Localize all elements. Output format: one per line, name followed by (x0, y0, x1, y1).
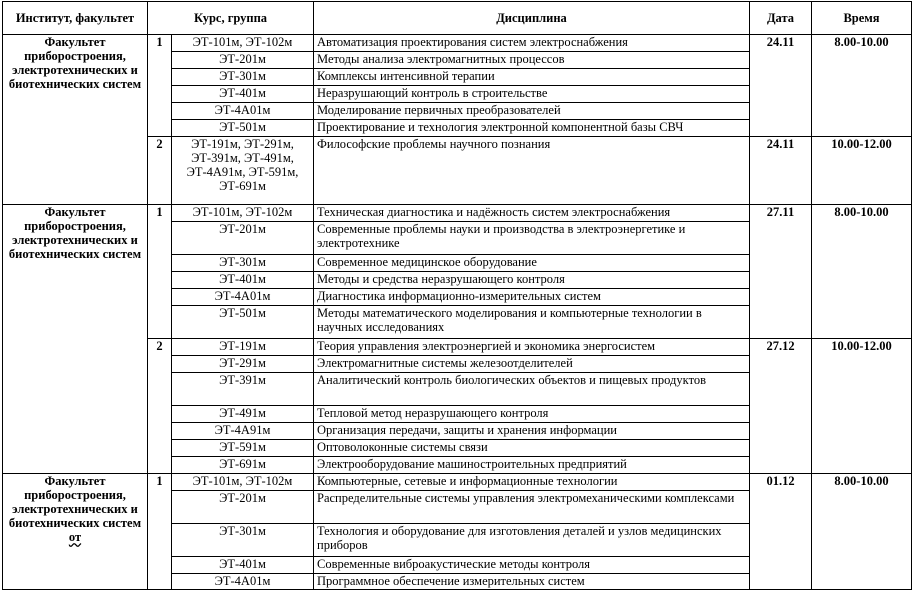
discipline-cell: Техническая диагностика и надёжность систем электроснабжения (314, 205, 750, 222)
course-number: 1 (148, 474, 172, 590)
header-date: Дата (750, 2, 812, 35)
group-cell: ЭТ-191м, ЭТ-291м, ЭТ-391м, ЭТ-491м, ЭТ-4А91м, ЭТ-591м, ЭТ-691м (172, 137, 314, 205)
discipline-cell: Тепловой метод неразрушающего контроля (314, 406, 750, 423)
group-cell: ЭТ-201м (172, 491, 314, 524)
time-cell: 8.00-10.00 (812, 205, 912, 339)
header-institute: Институт, факультет (3, 2, 148, 35)
group-cell: ЭТ-401м (172, 272, 314, 289)
group-cell: ЭТ-591м (172, 440, 314, 457)
time-cell: 10.00-12.00 (812, 339, 912, 474)
group-cell: ЭТ-4А01м (172, 103, 314, 120)
group-cell: ЭТ-201м (172, 52, 314, 69)
discipline-cell: Автоматизация проектирования систем электроснабжения (314, 35, 750, 52)
course-number: 1 (148, 205, 172, 339)
discipline-cell: Электрооборудование машиностроительных предприятий (314, 457, 750, 474)
institute-cell: Факультет приборостроения, электротехнических и биотехнических систем (3, 35, 148, 205)
institute-cell (3, 474, 148, 590)
discipline-cell: Теория управления электроэнергией и экономика энергосистем (314, 339, 750, 356)
group-cell: ЭТ-301м (172, 69, 314, 86)
schedule-table (2, 1, 912, 590)
header-discipline: Дисциплина (314, 2, 750, 35)
group-cell: ЭТ-101м, ЭТ-102м (172, 35, 314, 52)
discipline-cell: Электромагнитные системы железоотделителей (314, 356, 750, 373)
group-cell: ЭТ-501м (172, 120, 314, 137)
group-cell: ЭТ-101м, ЭТ-102м (172, 205, 314, 222)
date-cell: 27.12 (750, 339, 812, 474)
group-cell: ЭТ-101м, ЭТ-102м (172, 474, 314, 491)
time-cell: 8.00-10.00 (812, 474, 912, 590)
time-cell: 10.00-12.00 (812, 137, 912, 205)
table-row (3, 474, 912, 491)
institute-cell: Факультет приборостроения, электротехнических и биотехнических систем (3, 205, 148, 474)
discipline-cell: Современное медицинское оборудование (314, 255, 750, 272)
course-number: 2 (148, 339, 172, 474)
discipline-cell: Технология и оборудование для изготовления деталей и узлов медицинских приборов (314, 524, 750, 557)
discipline-cell: Методы математического моделирования и компьютерные технологии в научных исследованиях (314, 306, 750, 339)
group-cell: ЭТ-401м (172, 86, 314, 103)
table-row (3, 205, 912, 222)
discipline-cell: Комплексы интенсивной терапии (314, 69, 750, 86)
discipline-cell: Современные проблемы науки и производства в электроэнергетике и электротехнике (314, 222, 750, 255)
discipline-cell: Проектирование и технология электронной компонентной базы СВЧ (314, 120, 750, 137)
group-cell: ЭТ-691м (172, 457, 314, 474)
institute-suffix: от (68, 530, 82, 544)
group-cell: ЭТ-191м (172, 339, 314, 356)
discipline-cell: Компьютерные, сетевые и информационные технологии (314, 474, 750, 491)
group-cell: ЭТ-201м (172, 222, 314, 255)
group-cell: ЭТ-401м (172, 557, 314, 574)
discipline-cell: Организация передачи, защиты и хранения информации (314, 423, 750, 440)
group-cell: ЭТ-291м (172, 356, 314, 373)
date-cell: 24.11 (750, 137, 812, 205)
time-cell: 8.00-10.00 (812, 35, 912, 137)
discipline-cell: Методы анализа электромагнитных процессов (314, 52, 750, 69)
course-number: 2 (148, 137, 172, 205)
group-cell: ЭТ-4А01м (172, 289, 314, 306)
group-cell: ЭТ-391м (172, 373, 314, 406)
discipline-cell: Программное обеспечение измерительных систем (314, 574, 750, 590)
header-course-group: Курс, группа (148, 2, 314, 35)
header-time: Время (812, 2, 912, 35)
discipline-cell: Оптоволоконные системы связи (314, 440, 750, 457)
institute-name: Факультет приборостроения, электротехнических и биотехнических систем (8, 474, 142, 530)
group-cell: ЭТ-301м (172, 524, 314, 557)
group-cell: ЭТ-4А91м (172, 423, 314, 440)
discipline-cell: Неразрушающий контроль в строительстве (314, 86, 750, 103)
discipline-cell: Моделирование первичных преобразователей (314, 103, 750, 120)
group-cell: ЭТ-501м (172, 306, 314, 339)
date-cell: 24.11 (750, 35, 812, 137)
discipline-cell: Аналитический контроль биологических объектов и пищевых продуктов (314, 373, 750, 406)
discipline-cell: Диагностика информационно-измерительных систем (314, 289, 750, 306)
course-number: 1 (148, 35, 172, 137)
discipline-cell: Философские проблемы научного познания (314, 137, 750, 205)
date-cell: 01.12 (750, 474, 812, 590)
discipline-cell: Современные виброакустические методы контроля (314, 557, 750, 574)
group-cell: ЭТ-491м (172, 406, 314, 423)
group-cell: ЭТ-301м (172, 255, 314, 272)
table-row (3, 35, 912, 52)
group-cell: ЭТ-4А01м (172, 574, 314, 590)
discipline-cell: Распределительные системы управления электромеханическими комплексами (314, 491, 750, 524)
discipline-cell: Методы и средства неразрушающего контроля (314, 272, 750, 289)
date-cell: 27.11 (750, 205, 812, 339)
